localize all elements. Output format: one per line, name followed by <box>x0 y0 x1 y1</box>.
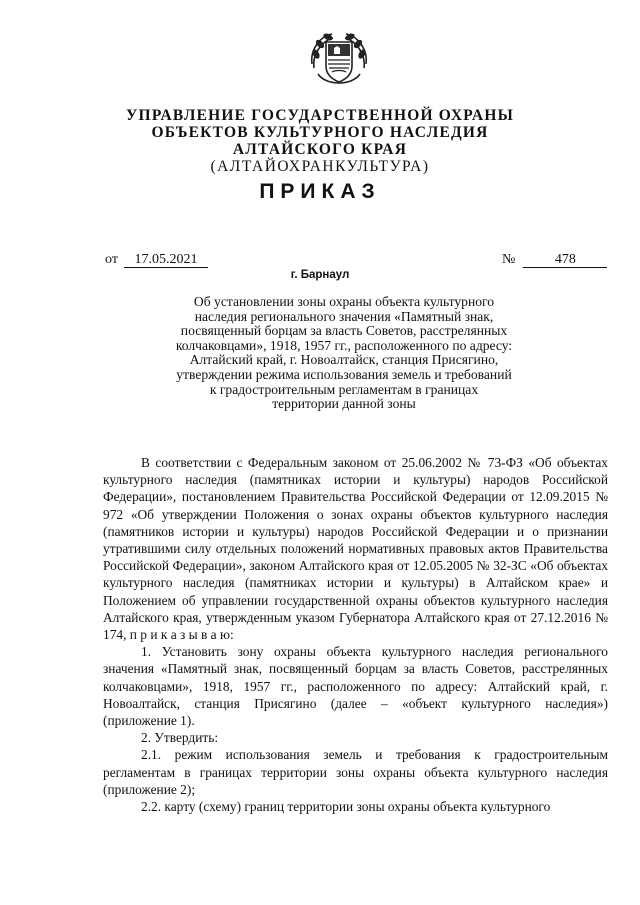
org-line-1: УПРАВЛЕНИЕ ГОСУДАРСТВЕННОЙ ОХРАНЫ <box>125 107 514 124</box>
number-value: 478 <box>523 252 607 268</box>
preamble-paragraph: В соответствии с Федеральным законом от 25.06.2002 № 73-ФЗ «Об объектах культурного наследия (памятниках истории и культуры) народов Российской Федерации», постановлением Правительства Российской Федерации от 12.09.2015 № 972 «Об утверждении Положения о зонах охраны объектов культурного наследия (памятников истории и культуры) народов Российской Федерации и о признании утратившими силу отдельных положений нормативных правовых актов Правительства Российской Федерации», законом Алтайского края от 12.05.2005 № 32-ЗС «Об объектах культурного наследия (памятниках истории и культуры) в Алтайском крае» и Положением об управлении государственной охраны объектов культурного наследия Алтайского края, утвержденным указом Губернатора Алтайского края от 27.12.2016 № 174, п р и к а з ы в а ю: <box>103 455 608 643</box>
subject-line: наследия регионального значения «Памятный знак, <box>194 308 494 324</box>
date-value: 17.05.2021 <box>124 252 208 268</box>
org-abbreviation: (АЛТАЙОХРАНКУЛЬТУРА) <box>210 158 430 175</box>
coat-of-arms-icon <box>304 24 374 94</box>
order-subject <box>150 295 538 412</box>
order-date <box>105 252 208 268</box>
subject-line: посвященный борцам за власть Советов, расстрелянных <box>180 323 508 339</box>
clause-2: 2. Утвердить: <box>141 730 219 746</box>
clause-1: 1. Установить зону охраны объекта культурного наследия регионального значения «Памятный знак, посвященный борцам за власть Советов, расстрелянных колчаковцами», 1918, 1957 гг., расположенного по адресу: Алтайский край, г. Новоалтайск, станция Присягино (далее – «объект культурного наследия») (приложение 1). <box>103 644 608 729</box>
subject-line: территории данной зоны <box>272 396 416 412</box>
number-prefix: № <box>502 252 516 267</box>
subject-line: утверждении режима использования земель и требований <box>176 366 512 382</box>
org-line-2: ОБЪЕКТОВ КУЛЬТУРНОГО НАСЛЕДИЯ <box>151 124 489 141</box>
document-title: ПРИКАЗ <box>259 180 381 203</box>
subject-line: Об установлении зоны охраны объекта культурного <box>193 294 495 309</box>
city: г. Барнаул <box>290 269 350 281</box>
clause-2-2: 2.2. карту (схему) границ территории зоны охраны объекта культурного <box>141 799 551 815</box>
order-body <box>103 454 608 815</box>
date-prefix: от <box>105 252 118 267</box>
org-line-3: АЛТАЙСКОГО КРАЯ <box>232 141 408 158</box>
organization-name <box>0 107 640 175</box>
clause-2-1: 2.1. режим использования земель и требования к градостроительным регламентам в границах территории зоны охраны объекта культурного наследия (приложение 2); <box>103 747 608 797</box>
order-number <box>502 252 607 268</box>
subject-line: к градостроительным регламентам в границах <box>209 381 479 397</box>
subject-line: Алтайский край, г. Новоалтайск, станция Присягино, <box>189 352 499 368</box>
subject-line: колчаковцами», 1918, 1957 гг., расположенного по адресу: <box>175 337 513 353</box>
